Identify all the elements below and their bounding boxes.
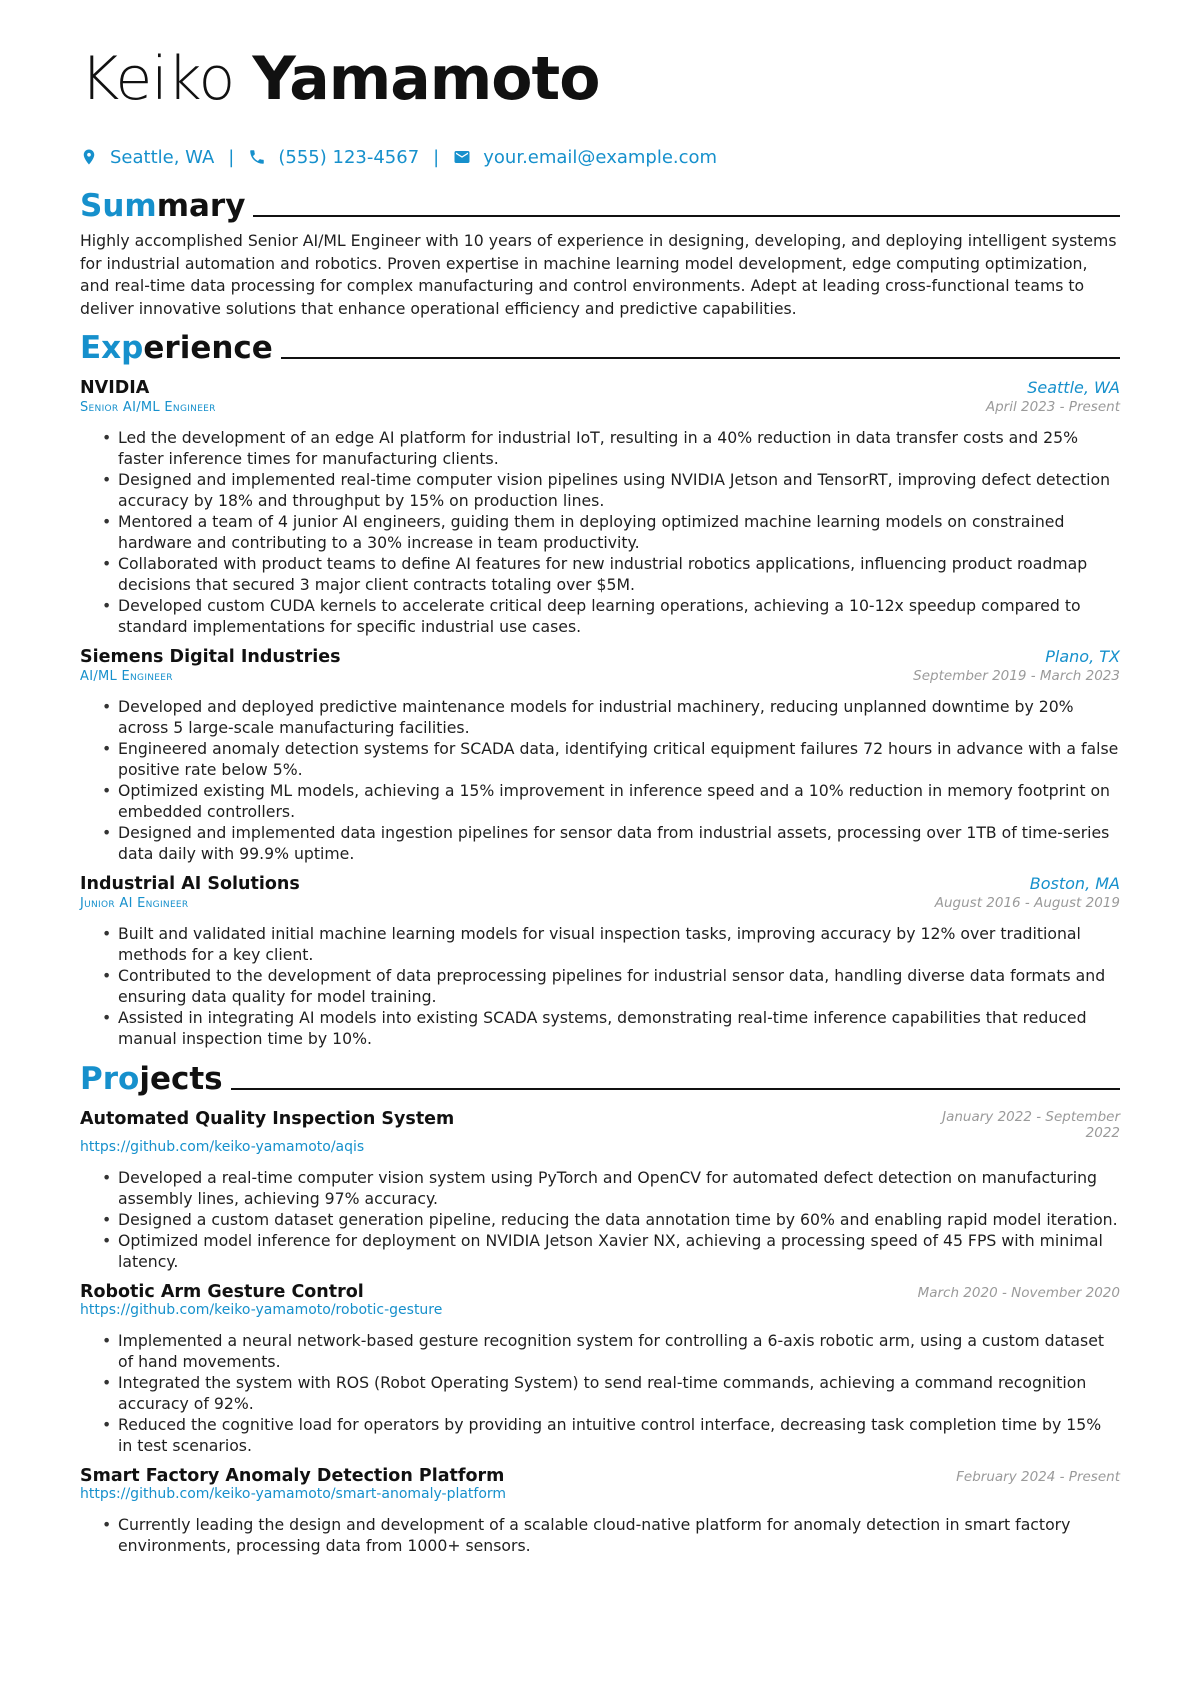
list-item: • Developed and deployed predictive maintenance models for industrial machinery, reducing unplanned downtime by 20% across 5 large-scale manufacturing facilities. [118,696,1120,738]
section-rule [231,1088,1120,1090]
list-item: • Built and validated initial machine learning models for visual inspection tasks, improving accuracy by 12% over traditional methods for a key client. [118,923,1120,965]
project-name: Robotic Arm Gesture Control [80,1282,364,1302]
experience-entry [80,874,1120,1049]
section-rule [281,357,1120,359]
contact-separator: | [228,146,235,168]
project-dates: March 2020 - November 2020 [917,1285,1120,1301]
contact-line [80,144,1120,170]
project-name: Automated Quality Inspection System [80,1109,455,1129]
company-name: NVIDIA [80,378,150,398]
job-bullets [80,427,1120,637]
job-location: Seattle, WA [1027,378,1120,397]
project-entry [80,1109,1120,1272]
job-dates: August 2016 - August 2019 [934,895,1120,911]
job-bullets [80,923,1120,1049]
project-link[interactable]: https://github.com/keiko-yamamoto/aqis [80,1139,365,1155]
list-item: • Optimized model inference for deployment on NVIDIA Jetson Xavier NX, achieving a processing speed of 45 FPS with minimal latency. [118,1230,1120,1272]
map-pin-icon [80,148,98,166]
job-title: Senior AI/ML Engineer [80,400,216,415]
list-item: • Collaborated with product teams to define AI features for new industrial robotics applications, influencing product roadmap decisions that secured 3 major client contracts totaling over $5M. [118,553,1120,595]
first-name: Keiko [80,44,235,114]
location-text: Seattle, WA [110,146,215,168]
phone-text: (555) 123-4567 [278,146,420,168]
list-item: • Optimized existing ML models, achieving a 15% improvement in inference speed and a 10% reduction in memory footprint on embedded controllers. [118,780,1120,822]
candidate-name [80,42,1120,116]
job-title: Junior AI Engineer [80,896,189,911]
section-title: Summary [80,188,246,224]
list-item: • Integrated the system with ROS (Robot Operating System) to send real-time commands, achieving a command recognition accuracy of 92%. [118,1372,1120,1414]
project-link[interactable]: https://github.com/keiko-yamamoto/robotic-gesture [80,1302,443,1318]
project-link[interactable]: https://github.com/keiko-yamamoto/smart-anomaly-platform [80,1486,507,1502]
last-name: Yamamoto [252,44,600,114]
list-item: • Assisted in integrating AI models into existing SCADA systems, demonstrating real-time inference capabilities that reduced manual inspection time by 10%. [118,1007,1120,1049]
list-item: • Currently leading the design and development of a scalable cloud-native platform for anomaly detection in smart factory environments, processing data from 1000+ sensors. [118,1514,1120,1556]
job-title: AI/ML Engineer [80,669,173,684]
experience-entry [80,647,1120,864]
list-item: • Led the development of an edge AI platform for industrial IoT, resulting in a 40% reduction in data transfer costs and 25% faster inference times for manufacturing clients. [118,427,1120,469]
project-bullets [80,1514,1120,1556]
list-item: • Contributed to the development of data preprocessing pipelines for industrial sensor data, handling diverse data formats and ensuring data quality for model training. [118,965,1120,1007]
section-title: Projects [80,1061,223,1097]
project-name: Smart Factory Anomaly Detection Platform [80,1466,505,1486]
project-entry [80,1466,1120,1556]
list-item: • Engineered anomaly detection systems for SCADA data, identifying critical equipment failures 72 hours in advance with a false positive rate below 5%. [118,738,1120,780]
envelope-icon [453,148,471,166]
section-title: Experience [80,330,273,366]
list-item: • Designed and implemented real-time computer vision pipelines using NVIDIA Jetson and TensorRT, improving defect detection accuracy by 18% and throughput by 15% on production lines. [118,469,1120,511]
company-name: Siemens Digital Industries [80,647,341,667]
project-bullets [80,1330,1120,1456]
job-dates: April 2023 - Present [985,399,1120,415]
contact-phone[interactable] [248,147,419,168]
list-item: • Developed custom CUDA kernels to accelerate critical deep learning operations, achieving a 10-12x speedup compared to standard implementations for specific industrial use cases. [118,595,1120,637]
list-item: • Implemented a neural network-based gesture recognition system for controlling a 6-axis robotic arm, using a custom dataset of hand movements. [118,1330,1120,1372]
email-text: your.email@example.com [483,146,718,168]
project-bullets [80,1167,1120,1272]
company-name: Industrial AI Solutions [80,874,300,894]
list-item: • Reduced the cognitive load for operators by providing an intuitive control interface, decreasing task completion time by 15% in test scenarios. [118,1414,1120,1456]
job-location: Boston, MA [1029,874,1120,893]
list-item: • Designed a custom dataset generation pipeline, reducing the data annotation time by 60% and enabling rapid model iteration. [118,1209,1120,1230]
list-item: • Developed a real-time computer vision system using PyTorch and OpenCV for automated defect detection on manufacturing assembly lines, achieving 97% accuracy. [118,1167,1120,1209]
job-bullets [80,696,1120,864]
list-item: • Mentored a team of 4 junior AI engineers, guiding them in deploying optimized machine learning models on constrained hardware and contributing to a 30% increase in team productivity. [118,511,1120,553]
project-entry [80,1282,1120,1456]
projects-heading [80,1057,1120,1097]
phone-icon [248,148,266,166]
project-dates: January 2022 - September 2022 [942,1109,1120,1141]
job-location: Plano, TX [1045,647,1120,666]
job-dates: September 2019 - March 2023 [913,668,1120,684]
project-dates: February 2024 - Present [956,1469,1120,1485]
section-rule [253,215,1120,217]
experience-heading [80,326,1120,366]
experience-entry [80,378,1120,637]
contact-email[interactable] [453,147,717,168]
contact-location [80,147,214,168]
summary-text: Highly accomplished Senior AI/ML Engineer with 10 years of experience in designing, developing, and deploying intelligent systems for industrial automation and robotics. Proven expertise in machine learning model development, edge computing optimization, and real-time data processing for complex manufacturing and control environments. Adept at leading cross-functional teams to deliver innovative solutions that enhance operational efficiency and predictive capabilities. [80,231,1117,318]
contact-separator: | [433,146,440,168]
summary-heading [80,184,1120,224]
list-item: • Designed and implemented data ingestion pipelines for sensor data from industrial assets, processing over 1TB of time-series data daily with 99.9% uptime. [118,822,1120,864]
